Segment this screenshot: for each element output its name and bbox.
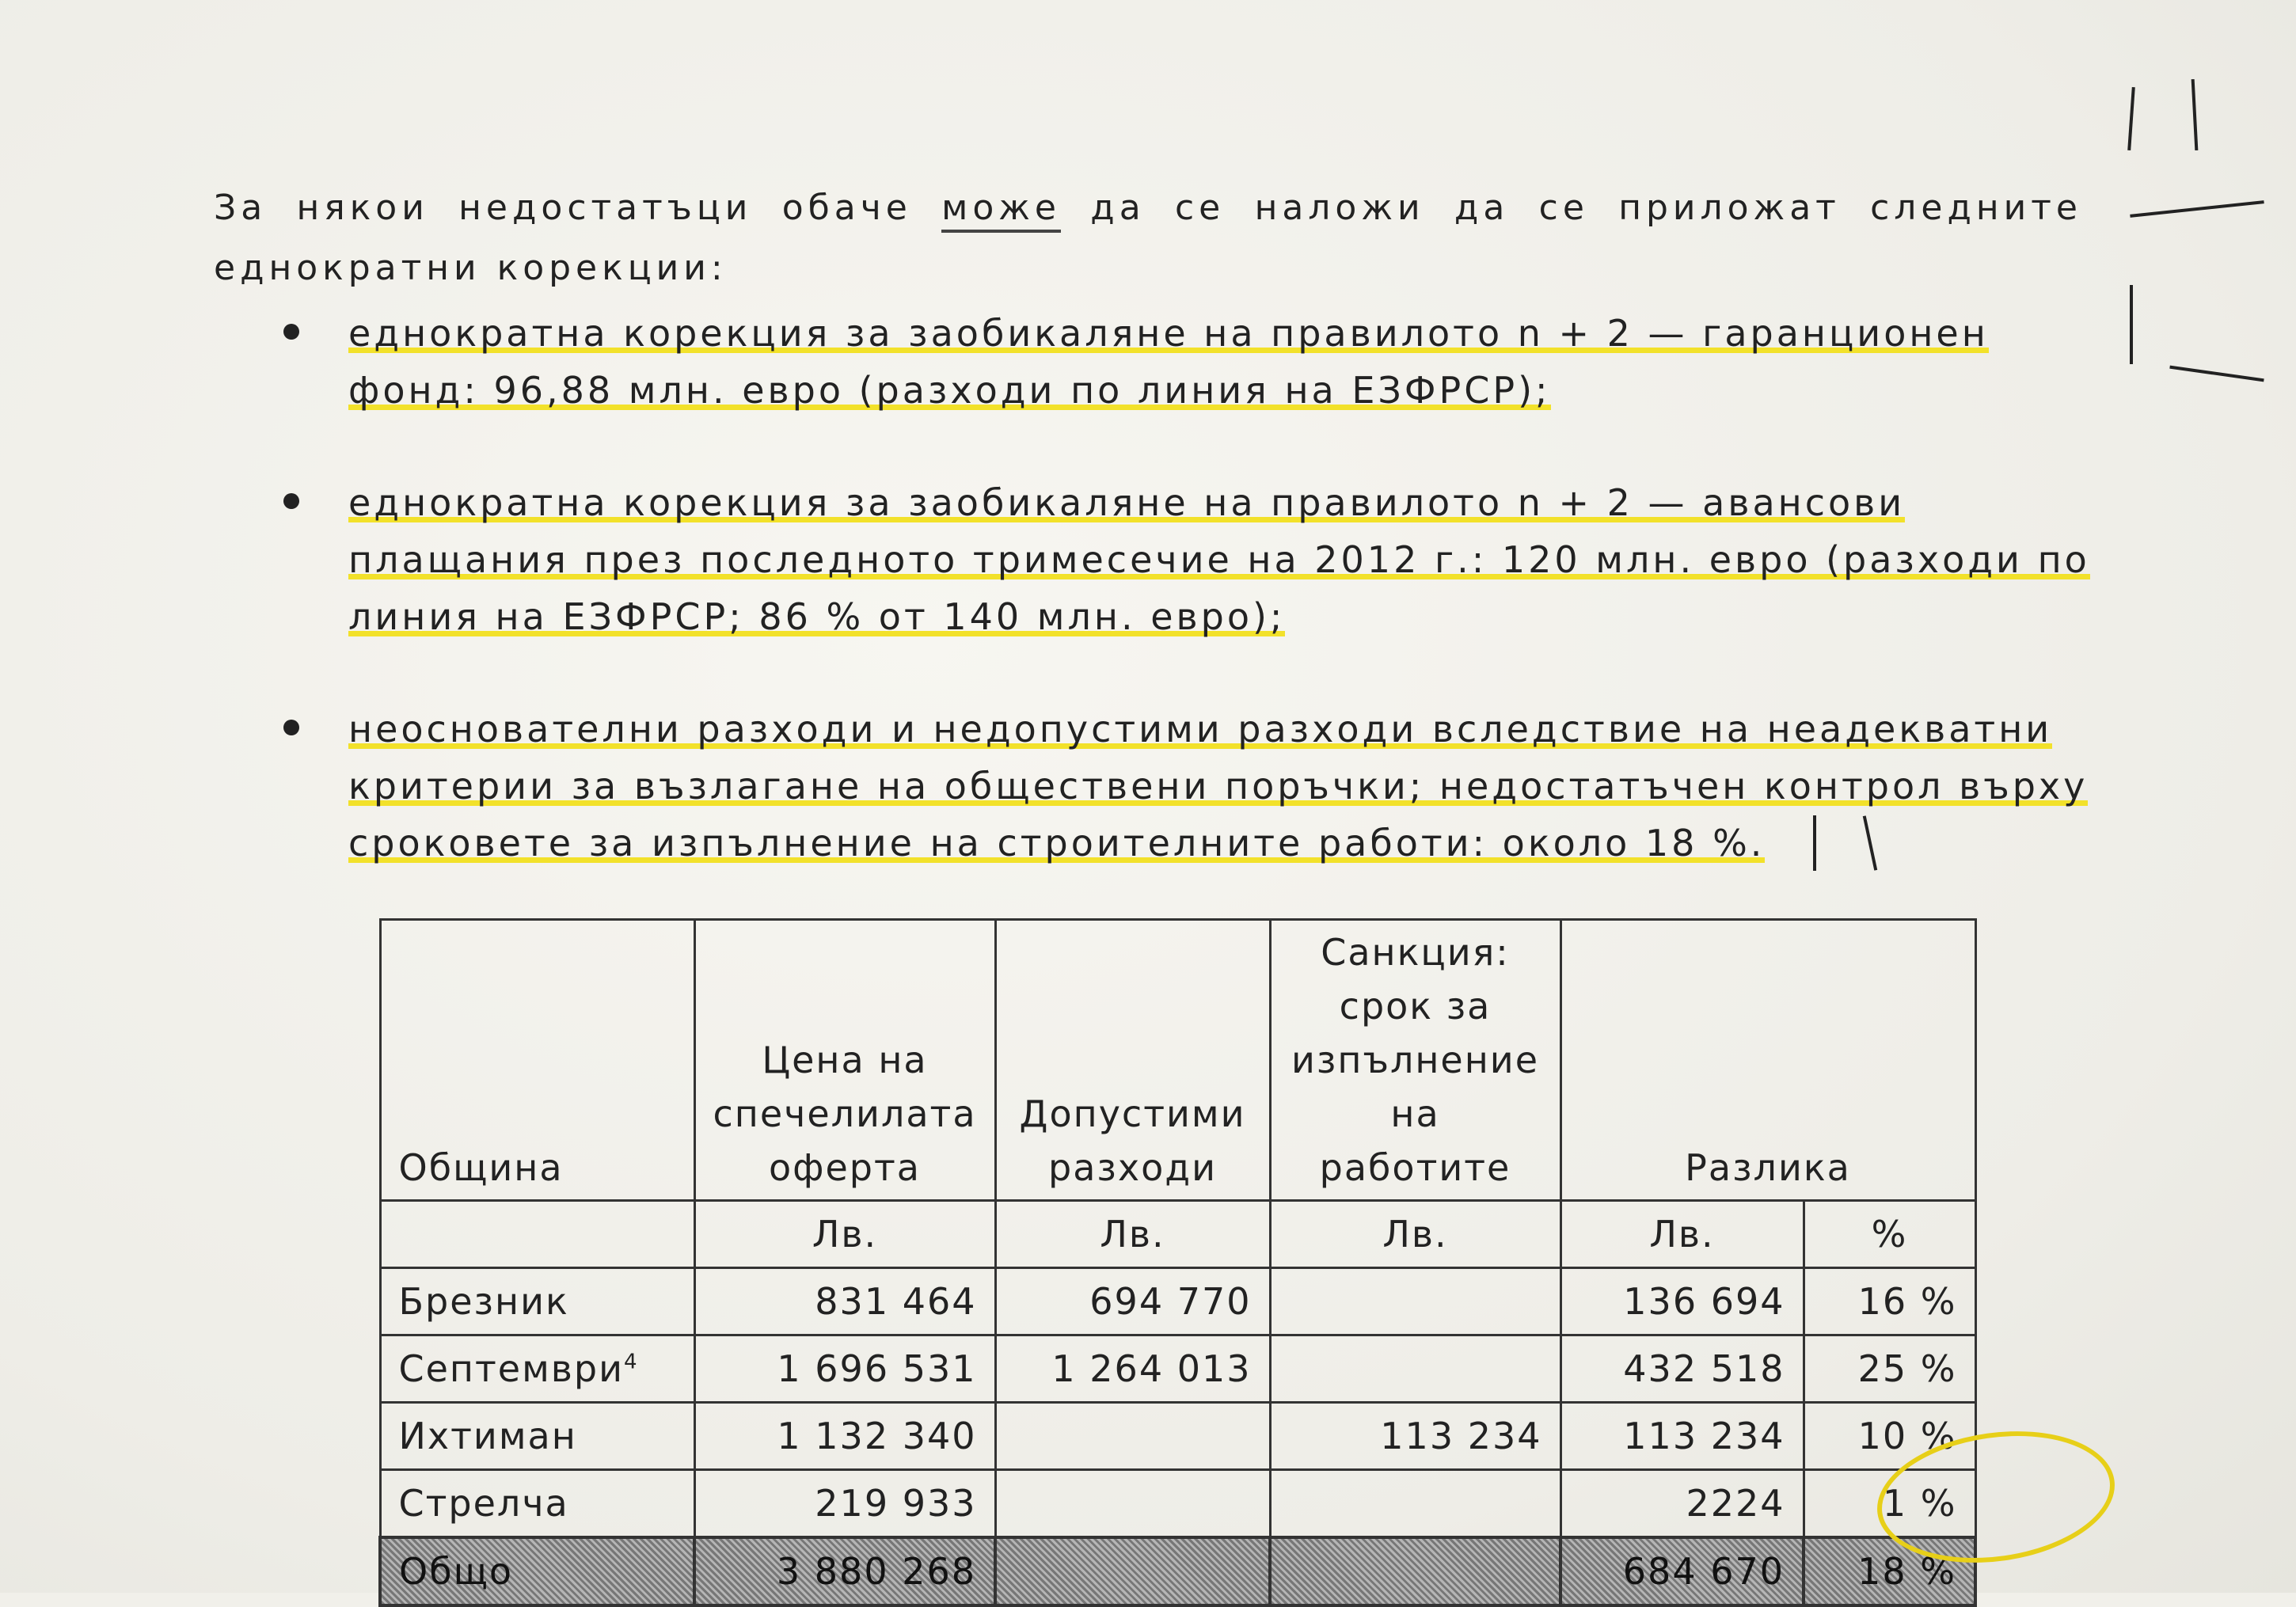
bullet-item [277,474,2098,645]
cell-sanction [1270,1335,1560,1403]
intro-paragraph [214,178,2082,298]
municipality-table [378,918,1977,1607]
intro-underlined-word: може [941,188,1061,233]
bullet-list [277,305,2098,927]
cell-percent: 1 % [1804,1470,1975,1538]
cell-percent: 25 % [1804,1335,1975,1403]
cell-municipality: Стрелча [380,1470,694,1538]
margin-bracket-mark [1813,815,1816,871]
table-row [380,1403,1975,1470]
cell-difference: 113 234 [1560,1403,1804,1470]
cell-municipality: Брезник [380,1268,694,1335]
cell-difference: 136 694 [1560,1268,1804,1335]
header-municipality: Община [380,920,694,1201]
table-row [380,1335,1975,1403]
cell-price: 831 464 [694,1268,995,1335]
margin-scribble-mark [2169,366,2264,382]
margin-tick-mark [2191,79,2199,150]
cell-percent: 16 % [1804,1268,1975,1335]
margin-bracket-mark [2130,285,2133,364]
bullet-dot-icon [283,720,299,735]
bullet-item [277,701,2098,872]
cell-total-price: 3 880 268 [694,1537,995,1605]
cell-sanction [1270,1470,1560,1538]
table-row [380,1470,1975,1538]
bullet-text-guarantee-fund: еднократна корекция за заобикаляне на правилото n + 2 — гаранционен фонд: 96,88 млн. евро (разходи по линия на ЕЗФРСР); [348,312,1989,415]
unit-cell: Лв. [995,1201,1270,1268]
cell-difference: 432 518 [1560,1335,1804,1403]
cell-price: 1 132 340 [694,1403,995,1470]
unit-cell: Лв. [1560,1201,1804,1268]
cell-percent: 10 % [1804,1403,1975,1470]
municipality-name: Септември [398,1347,624,1390]
bullet-item [277,305,2098,419]
unit-cell: Лв. [694,1201,995,1268]
bullet-text-advance-payments: еднократна корекция за заобикаляне на правилото n + 2 — авансови плащания през последното тримесечие на 2012 г.: 120 млн. евро (разходи по линия на ЕЗФРСР; 86 % от 140 млн. евро); [348,481,2090,641]
cell-municipality [380,1335,694,1403]
cell-sanction [1270,1268,1560,1335]
bullet-dot-icon [283,324,299,340]
cell-price: 219 933 [694,1470,995,1538]
cell-total-sanction [1270,1537,1560,1605]
table-header-row [380,920,1975,1201]
cell-eligible [995,1403,1270,1470]
cell-sanction: 113 234 [1270,1403,1560,1470]
header-eligible: Допустими разходи [995,920,1270,1201]
cell-municipality: Ихтиман [380,1403,694,1470]
header-price: Цена на спечелилата оферта [694,920,995,1201]
cell-eligible: 1 264 013 [995,1335,1270,1403]
bullet-dot-icon [283,493,299,509]
cell-eligible: 694 770 [995,1268,1270,1335]
cell-difference: 2224 [1560,1470,1804,1538]
table-units-row [380,1201,1975,1268]
cell-total-eligible [995,1537,1270,1605]
header-sanction: Санкция: срок за изпълнение на работите [1270,920,1560,1201]
unit-cell: % [1804,1201,1975,1268]
footnote-marker: 4 [624,1350,639,1374]
cell-price: 1 696 531 [694,1335,995,1403]
table-row [380,1268,1975,1335]
margin-dash-mark [2130,200,2264,218]
unit-empty [380,1201,694,1268]
cell-total-label: Общо [380,1537,694,1605]
cell-total-percent: 18 % [1804,1537,1975,1605]
bullet-text-unjustified-costs: неоснователни разходи и недопустими разходи вследствие на неадекватни критерии за възлагане на обществени поръчки; недостатъчен контрол върху сроковете за изпълнение на строителните работи: около 18 %. [348,708,2088,868]
intro-text-start: За някои недостатъци обаче [214,188,942,228]
header-difference: Разлика [1560,920,1975,1201]
unit-cell: Лв. [1270,1201,1560,1268]
table-total-row [380,1537,1975,1605]
intro-text-end: да се наложи да се приложат следните еднократни корекции: [214,188,2082,288]
cell-total-difference: 684 670 [1560,1537,1804,1605]
margin-tick-mark [2127,87,2135,150]
cell-eligible [995,1470,1270,1538]
